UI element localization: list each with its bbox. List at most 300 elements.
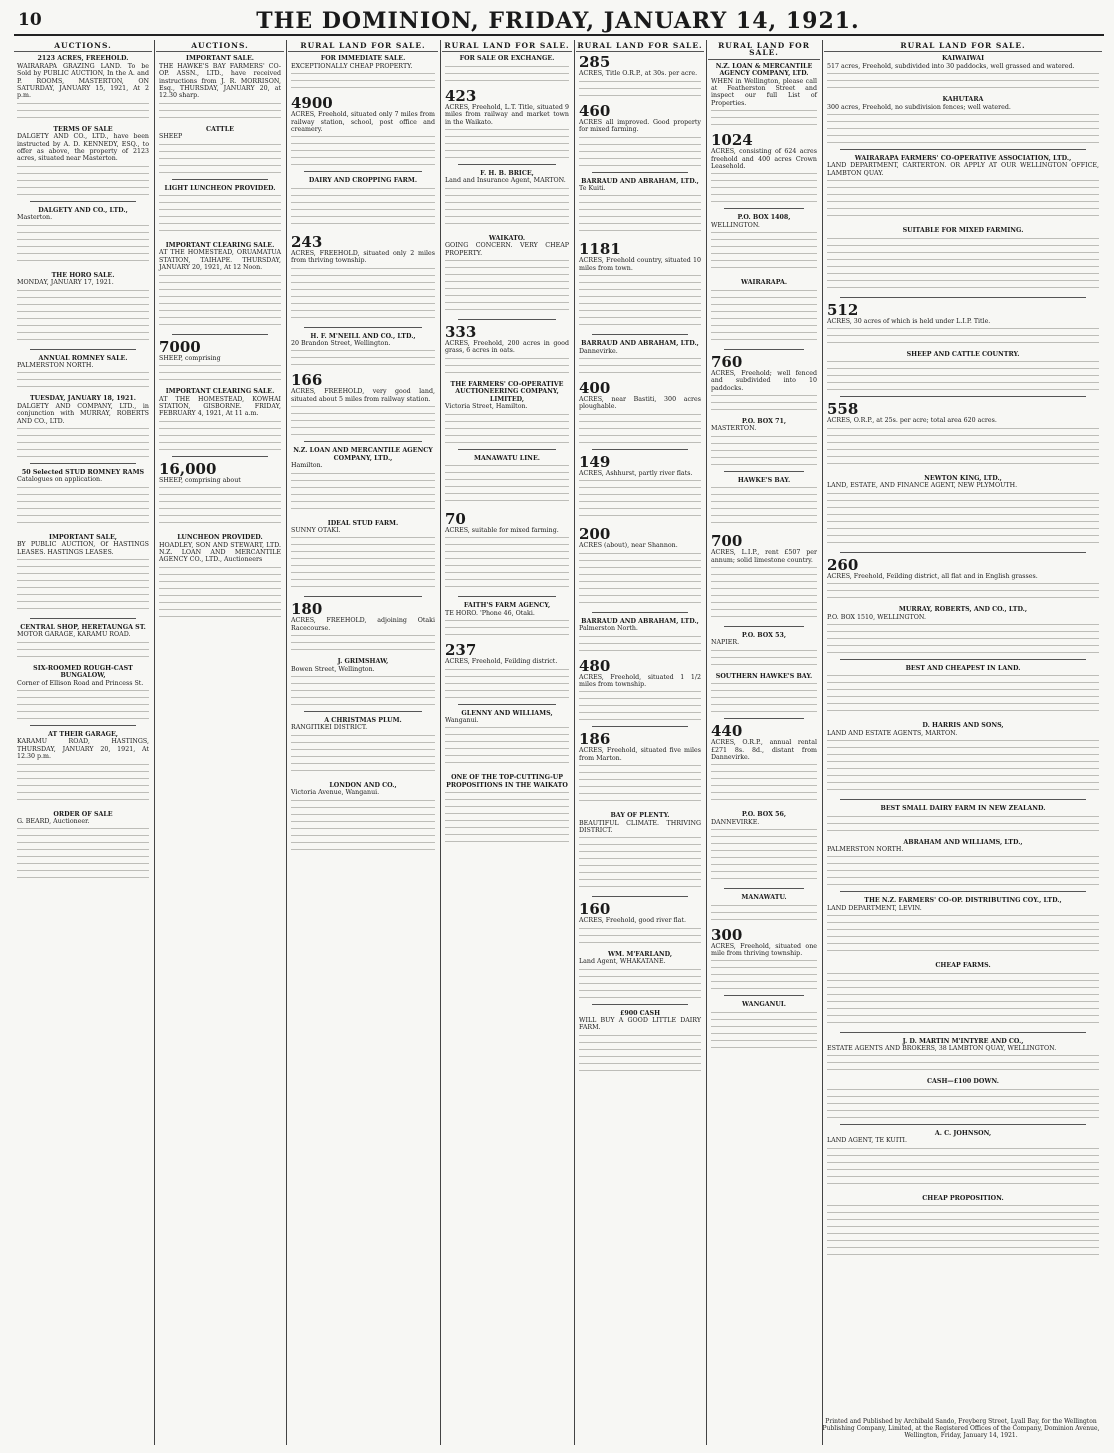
classified-ad [17,811,149,882]
ad-heading: 423 [445,86,477,105]
ad-separator [458,596,556,597]
ad-body: DALGETY AND CO., LTD., have been instructed by A. D. KENNEDY, ESQ., to offer as above, the property of 2123 acres, situated near Masterton. [17,133,149,163]
ad-separator [592,172,688,173]
classified-ad [827,351,1099,390]
print-texture [445,185,569,229]
ad-heading: WAIKATO. [488,234,526,242]
ad-separator [30,201,136,202]
ad-heading: CHEAP FARMS. [935,962,991,970]
classified-ad [827,606,1099,653]
ad-heading: 460 [579,101,611,120]
print-texture [445,355,569,375]
classified-ad [579,951,701,998]
ad-body: SHEEP [159,133,183,141]
classified-ad [159,337,281,382]
column-rule [574,40,575,1445]
ad-body: Catalogues on application. [17,476,103,484]
print-texture [159,100,281,120]
print-texture [159,418,281,450]
print-texture [17,222,149,266]
ad-heading: ONE OF THE TOP-CUTTING-UP PROPOSITIONS IN THE WAIKATO [446,774,568,789]
ad-heading: £900 CASH [619,1009,661,1017]
classified-ad [827,155,1099,221]
column-1 [14,40,152,1445]
print-texture [17,425,149,457]
print-texture [291,185,435,229]
ad-body: ACRES, FREEHOLD, situated only 2 miles from thriving township. [291,249,435,265]
print-texture [291,470,435,514]
ad-heading: AT THEIR GARAGE, [48,731,118,738]
column-rule [440,40,441,1445]
ad-heading: IMPORTANT SALE. [186,55,254,63]
ad-heading: 200 [579,525,611,544]
ad-body: ACRES, Freehold, situated five miles from Marton. [579,747,701,762]
masthead [14,6,1102,36]
print-texture [827,177,1099,221]
ad-body: WHEN in Wellington, please call at Featherston Street and inspect our full List of Properties. [711,77,817,107]
print-texture [579,762,701,806]
ad-heading: P.O. BOX 56, [741,811,787,819]
ad-body: HOADLEY, SON AND STEWART, LTD. N.Z. LOAN AND MERCANTILE AGENCY CO., LTD., Auctioneers [159,541,281,564]
ad-heading: SIX-ROOMED ROUGH-CAST BUNGALOW, [33,664,133,680]
classified-ad [579,452,701,521]
ad-body: BEAUTIFUL CLIMATE. THRIVING DISTRICT. [579,819,701,834]
print-texture [579,688,701,720]
ad-heading: THE FARMERS' CO-OPERATIVE AUCTIONEERING COMPANY, LIMITED, [450,380,564,403]
print-texture [291,265,435,321]
ad-body: PALMERSTON NORTH. [17,361,94,369]
print-texture [445,462,569,506]
ad-body: MONDAY, JANUARY 17, 1921. [17,279,114,287]
imprint-footer: Printed and Published by Archibald Sando, Freyberg Street, Lyall Bay, for the Wellington Publishing Company, Limited, at the Registered Offices of the Company, Dominion Avenue, Wellington, Friday, January 14, 1921. [822,1418,1100,1439]
ad-separator [840,799,1086,800]
ad-heading: N.Z. LOAN AND MERCANTILE AGENCY COMPANY, LTD., [293,447,433,462]
print-texture [579,925,701,945]
ad-separator [30,618,136,619]
column-5 [576,40,704,1445]
print-texture [291,732,435,776]
classified-ad [711,418,817,465]
print-texture [291,347,435,367]
ad-heading: WAIRARAPA FARMERS' CO-OPERATIVE ASSOCIATION, LTD., [854,155,1072,163]
ad-separator [840,149,1086,150]
column-header: AUCTIONS. [156,42,284,52]
ad-body: Wanganui. [445,716,479,724]
classified-ad [579,656,701,721]
ad-body: Te Kuiti. [579,185,606,193]
ad-body: RANGITIKEI DISTRICT. [291,724,368,732]
ad-heading: 243 [291,232,323,251]
print-texture [579,633,701,653]
classified-ad [827,1195,1099,1258]
print-texture [445,257,569,313]
print-texture [17,369,149,389]
classified-ad [711,894,817,921]
print-texture [579,477,701,521]
print-texture [827,853,1099,885]
ad-separator [840,1032,1086,1033]
classified-ad [445,170,569,229]
print-texture [579,834,701,890]
print-texture [17,484,149,528]
ad-body: 517 acres, Freehold, subdivided into 30 paddocks, well grassed and watered. [827,62,1075,70]
ad-heading: F. H. B. BRICE, [480,170,534,178]
classified-ad [711,632,817,667]
ad-heading: KAIWAIWAI [941,55,985,63]
ad-separator [724,718,804,719]
ad-body: MASTERTON. [711,425,757,433]
classified-ad [711,724,817,805]
classified-ad [291,333,435,368]
ad-body: LAND AGENT, TE KUITI. [827,1137,908,1145]
ad-body: SHEEP, comprising [159,354,221,362]
classified-ad [579,381,701,443]
ad-separator [592,334,688,335]
print-texture [579,192,701,236]
ad-heading: 4900 [291,94,333,113]
ad-separator [724,888,804,889]
ad-separator [840,1124,1086,1125]
ad-heading: TERMS OF SALE [53,125,113,133]
column-rule [286,40,287,1445]
print-texture [445,63,569,83]
classified-ad [17,55,149,119]
ad-heading: FOR IMMEDIATE SALE. [320,55,406,63]
ad-body: Land Agent, WHAKATANE. [579,958,666,966]
ad-body: LAND, ESTATE, AND FINANCE AGENT, NEW PLYMOUTH. [827,482,1018,490]
classified-ad [711,63,817,127]
ad-body: ACRES (about), near Shannon. [579,542,678,550]
ad-heading: H. F. M'NEILL AND CO., LTD., [310,332,416,340]
ad-body: KARAMU ROAD, HASTINGS, THURSDAY, JANUARY 20, 1921, At 12.30 p.m. [17,738,149,761]
ad-separator [30,725,136,726]
classified-ad [159,459,281,528]
print-texture [445,126,569,158]
ad-heading: CHEAP PROPOSITION. [922,1194,1004,1202]
print-texture [17,639,149,659]
classified-ad [445,509,569,590]
ad-heading: IMPORTANT SALE, [49,533,117,541]
classified-ad [291,232,435,321]
classified-ad [291,782,435,853]
ad-heading: MURRAY, ROBERTS, AND CO., LTD., [898,606,1028,614]
column-header: RURAL LAND FOR SALE. [708,42,820,60]
classified-ad [827,55,1099,90]
ad-body: AT THE HOMESTEAD, ORUAMATUA STATION, TAIHAPE. THURSDAY, JANUARY 20, 1921, At 12 Noon. [159,249,281,272]
print-texture [711,564,817,620]
column-6 [708,40,820,1445]
print-texture [827,912,1099,956]
column-rule [154,40,155,1445]
print-texture [827,621,1099,653]
print-texture [827,1086,1099,1118]
print-texture [711,107,817,127]
ad-heading: WM. M'FARLAND, [607,950,673,958]
ad-body: ACRES, Title O.R.P., at 30s. per acre. [579,70,698,78]
print-texture [291,133,435,165]
classified-ad [159,388,281,450]
ad-body: ACRES, Freehold, Feilding district. [445,658,558,666]
classified-ad [579,732,701,806]
ad-heading: 260 [827,555,859,574]
print-texture [827,1202,1099,1258]
ad-body: Land and Insurance Agent, MARTON. [445,177,566,185]
classified-ad [17,395,149,457]
ad-body: DANNEVIRKE. [711,818,760,826]
ad-separator [30,349,136,350]
ad-heading: DAIRY AND CROPPING FARM. [308,177,418,185]
print-texture [711,826,817,882]
ad-heading: 440 [711,722,743,741]
ad-body: Dannevirke. [579,347,618,355]
ad-heading: 700 [711,532,743,551]
ad-separator [592,1004,688,1005]
ad-body: ACRES, near Bastiti, 300 acres ploughable. [579,396,701,411]
print-texture [711,761,817,805]
ad-heading: P.O. BOX 71, [741,417,787,425]
print-texture [579,411,701,443]
classified-ad [827,1038,1099,1073]
ad-separator [304,327,422,328]
ad-heading: NEWTON KING, LTD., [924,474,1002,482]
ad-body: 300 acres, Freehold, no subdivision fences; well watered. [827,103,1011,111]
classified-ad [445,602,569,637]
ad-body: ESTATE AGENTS AND BROKERS, 38 LAMBTON QUAY, WELLINGTON. [827,1044,1057,1052]
ad-body: LAND DEPARTMENT, LEVIN. [827,904,922,912]
newspaper-title: THE DOMINION, FRIDAY, JANUARY 14, 1921. [256,8,860,34]
classified-ad [445,55,569,82]
ad-body: ACRES, FREEHOLD, adjoining Otaki Racecourse. [291,617,435,632]
classified-ad [579,178,701,237]
print-texture [827,813,1099,833]
print-texture [291,403,435,435]
classified-ad [827,475,1099,546]
classified-ad [711,133,817,202]
ad-heading: TUESDAY, JANUARY 18, 1921. [29,395,137,403]
ad-heading: BARRAUD AND ABRAHAM, LTD., [581,340,699,348]
print-texture [827,1052,1099,1072]
ad-separator [458,319,556,320]
ad-body: ACRES, Freehold, L.T. Title, situated 9 miles from railway and market town in the Waikato. [445,103,569,126]
ad-body: GOING CONCERN. VERY CHEAP PROPERTY. [445,242,569,257]
ad-body: ACRES, Freehold; well fenced and subdivided into 10 paddocks. [711,369,817,392]
page-number: 10 [18,10,42,30]
ad-separator [592,612,688,613]
print-texture [17,761,149,805]
classified-ad [579,101,701,166]
ad-heading: 1024 [711,131,753,150]
classified-ad [711,214,817,273]
print-texture [579,78,701,98]
print-texture [711,392,817,412]
ad-heading: FOR SALE OR EXCHANGE. [459,55,555,63]
classified-ad [291,177,435,228]
classified-ad [711,811,817,882]
classified-ad [827,722,1099,793]
print-texture [445,666,569,698]
print-texture [291,632,435,652]
ad-heading: 285 [579,53,611,72]
ad-body: G. BEARD, Auctioneer. [17,818,90,826]
classified-ad [579,242,701,328]
classified-ad [291,447,435,513]
ad-body: ACRES, 30 acres of which is held under L.I.P. Title. [827,317,991,325]
ad-separator [724,349,804,350]
ad-body: WILL BUY A GOOD LITTLE DAIRY FARM. [579,1016,701,1032]
ad-body: ACRES, Ashhurst, partly river flats. [579,469,693,477]
ad-heading: 480 [579,656,611,675]
print-texture [579,966,701,998]
column-7 [824,40,1102,1445]
print-texture [827,490,1099,546]
print-texture [579,355,701,375]
classified-ad [445,774,569,845]
ad-heading: ORDER OF SALE [53,810,113,818]
ad-separator [724,995,804,996]
ad-heading: MANAWATU LINE. [474,454,540,462]
print-texture [17,100,149,120]
ad-body: Corner of Ellison Road and Princess St. [17,679,144,687]
print-texture [159,192,281,236]
print-texture [159,564,281,620]
classified-ad [17,534,149,612]
classified-ad [827,227,1099,290]
classified-ad [827,839,1099,886]
classified-ad [17,731,149,805]
classified-ad [711,279,817,342]
print-texture [711,287,817,343]
print-texture [711,229,817,273]
classified-ad [445,325,569,375]
column-header: AUCTIONS. [14,42,152,52]
classified-ad [711,534,817,620]
classified-ad [17,126,149,195]
ad-separator [458,164,556,165]
print-texture [827,111,1099,143]
column-header: RURAL LAND FOR SALE. [288,42,438,52]
print-texture [159,141,281,173]
ad-heading: MANAWATU. [741,894,787,902]
print-texture [711,433,817,465]
classified-ad [827,665,1099,716]
ad-body: LAND AND ESTATE AGENTS, MARTON. [827,729,958,737]
ad-body: P.O. BOX 1510, WELLINGTON. [827,613,926,621]
classified-ad [827,897,1099,956]
classified-ad [445,381,569,443]
ad-heading: 7000 [159,337,201,356]
ad-separator [840,891,1086,892]
ad-heading: 166 [291,371,323,390]
classified-ad [159,534,281,620]
print-texture [579,134,701,166]
ad-heading: 558 [827,400,859,419]
ad-body: ACRES all improved. Good property for mixed farming. [579,118,701,134]
column-4 [442,40,572,1445]
ad-separator [724,626,804,627]
classified-ad [827,555,1099,600]
ad-heading: A CHRISTMAS PLUM. [324,716,402,724]
ad-body: ACRES, L.I.P., rent £507 per annum; solid limestone country. [711,549,817,564]
print-texture [711,484,817,528]
ad-heading: GLENNY AND WILLIAMS, [461,709,553,717]
ad-body: ACRES, Freehold, Feilding district, all flat and in English grasses. [827,572,1038,580]
print-texture [711,1009,817,1053]
ad-body: LAND DEPARTMENT, CARTERTON. OR APPLY AT OUR WELLINGTON OFFICE, LAMBTON QUAY. [827,162,1099,177]
ad-separator [840,297,1086,298]
ad-body: WAIRARAPA GRAZING LAND. To be Sold by PUBLIC AUCTION, In the A. and P. ROOMS, MASTERTON, ON SATURDAY, JANUARY 15, 1921, At 2 p.m. [17,62,149,100]
ad-heading: 2123 ACRES, FREEHOLD. [37,55,129,63]
print-texture [17,287,149,343]
ad-heading: J. GRIMSHAW, [337,658,389,666]
column-rule [822,40,823,1445]
classified-ad [17,624,149,659]
print-texture [159,272,281,328]
classified-ad [827,300,1099,345]
ad-separator [172,334,268,335]
print-texture [827,737,1099,793]
ad-body: MOTOR GARAGE, KARAMU ROAD. [17,631,131,639]
print-texture [291,673,435,705]
classified-ad [579,55,701,97]
ad-body: ACRES, O.R.P., annual rental £271 8s. 8d., distant from Dannevirke. [711,739,817,761]
ad-heading: 1181 [579,240,621,259]
ad-heading: IMPORTANT CLEARING SALE. [165,242,275,250]
ad-heading: SUITABLE FOR MIXED FARMING. [902,227,1024,235]
ad-body: ACRES, Freehold, situated only 7 miles from railway station, school, post office and creamery. [291,111,435,134]
ad-heading: DALGETY AND CO., LTD., [38,206,128,214]
ad-heading: BEST SMALL DAIRY FARM IN NEW ZEALAND. [880,805,1046,813]
ad-body: NAPIER. [711,639,740,647]
ad-body: WELLINGTON. [711,221,760,229]
ad-body: ACRES, O.R.P., at 25s. per acre; total area 620 acres. [827,417,997,425]
print-texture [711,647,817,667]
ad-body: ACRES, Freehold, situated 1 1/2 miles from township. [579,673,701,688]
print-texture [827,70,1099,90]
ad-body: AT THE HOMESTEAD, KOWHAI STATION, GISBORNE. FRIDAY, FEBRUARY 4, 1921, At 11 a.m. [159,395,281,418]
print-texture [17,825,149,881]
ad-heading: 300 [711,925,743,944]
ad-body: ACRES, FREEHOLD, very good land, situated about 5 miles from railway station. [291,388,435,403]
print-texture [445,534,569,590]
ad-body: THE HAWKE'S BAY FARMERS' CO-OP. ASSN., LTD., have received instructions from J. R. MORRISON, Esq., THURSDAY, JANUARY 20, at 12.30 sharp. [159,62,281,100]
ad-heading: FAITH'S FARM AGENCY, [463,602,551,610]
ad-heading: P.O. BOX 1408, [737,214,791,222]
classified-ad [579,340,701,375]
classified-ad [17,355,149,390]
print-texture [445,789,569,845]
ad-body: ACRES, Freehold country, situated 10 miles from town. [579,257,701,272]
ad-body: Hamilton. [291,462,323,470]
ad-heading: 160 [579,900,611,919]
ad-body: ACRES, Freehold, 200 acres in good grass, 6 acres in oats. [445,340,569,355]
print-texture [159,484,281,528]
ad-heading: CASH—£100 DOWN. [927,1078,999,1086]
ad-heading: P.O. BOX 53, [741,631,787,639]
classified-ad [291,373,435,435]
ad-separator [172,456,268,457]
classified-ad [159,242,281,328]
ad-body: Victoria Avenue, Wanganui. [291,789,380,797]
column-header: RURAL LAND FOR SALE. [442,42,572,52]
classified-ad [445,86,569,158]
ad-heading: SOUTHERN HAWKE'S BAY. [715,672,813,680]
ad-separator [724,208,804,209]
classified-ad [579,902,701,944]
ad-heading: HAWKE'S BAY. [737,476,791,484]
ad-separator [304,596,422,597]
classified-ad [827,1130,1099,1189]
classified-ad [711,477,817,528]
